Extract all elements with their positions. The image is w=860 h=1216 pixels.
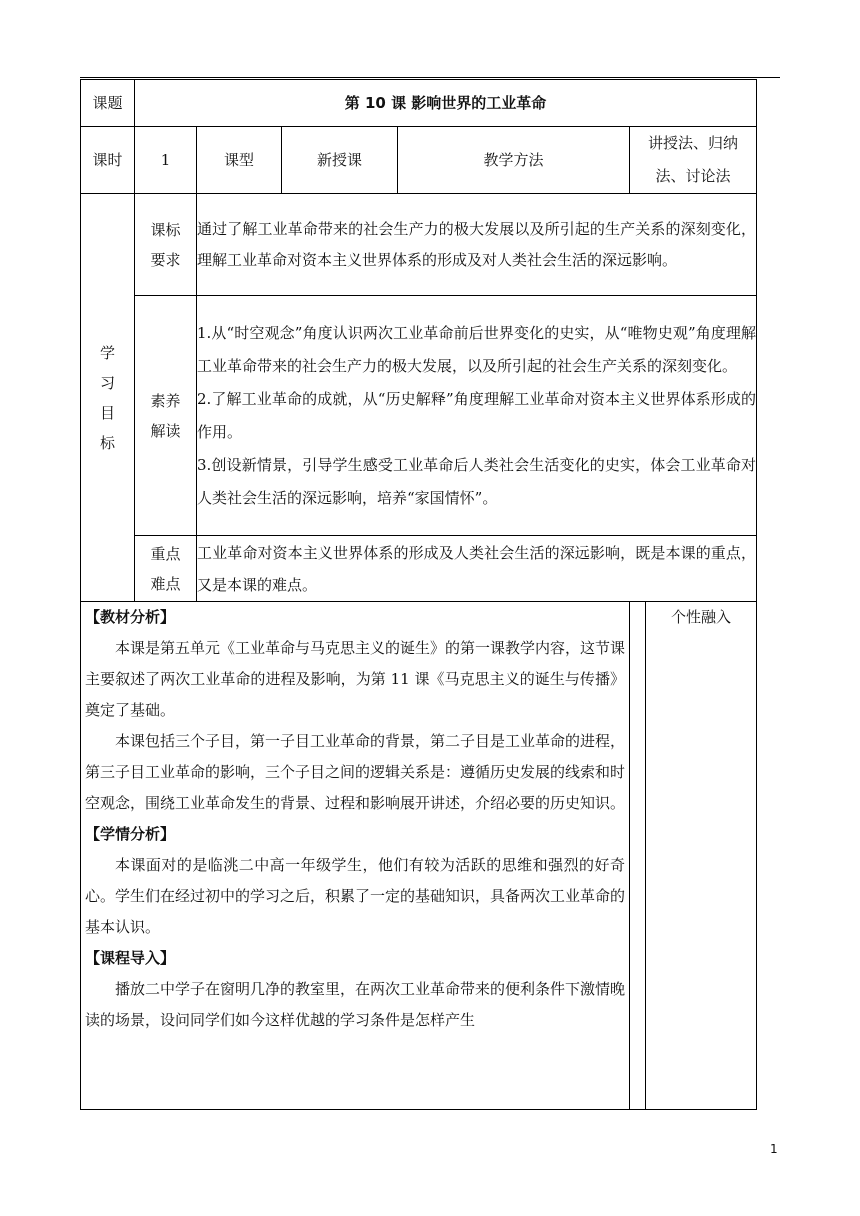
type-value: 新授课	[282, 127, 398, 194]
literacy-label: 素养 解读	[135, 296, 197, 536]
meta-row	[81, 127, 757, 194]
keypoints-row	[81, 536, 757, 602]
content-row	[81, 602, 757, 1110]
objectives-char: 学	[99, 343, 115, 362]
literacy-row	[81, 296, 757, 536]
section-heading: 【学情分析】	[85, 825, 176, 843]
period-value: 1	[135, 127, 197, 194]
standard-text: 通过了解工业革命带来的社会生产力的极大发展以及所引起的生产关系的深刻变化，理解工业革命对资本主义世界体系的形成及对人类社会生活的深远影响。	[197, 194, 757, 296]
type-label: 课型	[197, 127, 282, 194]
section-paragraph: 播放二中学子在窗明几净的教室里，在两次工业革命带来的便利条件下激情晚读的场景，设问同学们如今这样优越的学习条件是怎样产生	[85, 980, 626, 1029]
header-rule	[80, 77, 780, 78]
objectives-char: 标	[99, 433, 115, 452]
literacy-text	[197, 296, 757, 536]
literacy-item: 2.了解工业革命的成就，从“历史解释”角度理解工业革命对资本主义世界体系形成的作用。	[197, 389, 757, 441]
personal-label: 个性融入	[646, 602, 757, 1110]
period-label: 课时	[81, 127, 135, 194]
lesson-title: 第 10 课 影响世界的工业革命	[135, 80, 757, 127]
spacer-column	[630, 602, 646, 1110]
section-paragraph: 本课包括三个子目，第一子目工业革命的背景，第二子目是工业革命的进程，第三子目工业革命的影响，三个子目之间的逻辑关系是：遵循历史发展的线索和时空观念，围绕工业革命发生的背景、过程和影响展开讲述，介绍必要的历史知识。	[85, 732, 626, 812]
section-paragraph: 本课面对的是临洮二中高一年级学生，他们有较为活跃的思维和强烈的好奇心。学生们在经过初中的学习之后，积累了一定的基础知识，具备两次工业革命的基本认识。	[85, 856, 626, 936]
literacy-item: 1.从“时空观念”角度认识两次工业革命前后世界变化的史实，从“唯物史观”角度理解工业革命带来的社会生产力的极大发展，以及所引起的社会生产关系的深刻变化。	[197, 323, 757, 375]
section-paragraph: 本课是第五单元《工业革命与马克思主义的诞生》的第一课教学内容，这节课主要叙述了两次工业革命的进程及影响，为第 11 课《马克思主义的诞生与传播》奠定了基础。	[85, 639, 626, 719]
keypoints-text: 工业革命对资本主义世界体系的形成及人类社会生活的深远影响，既是本课的重点，又是本课的难点。	[197, 536, 757, 602]
topic-label: 课题	[81, 80, 135, 127]
content-body	[81, 602, 630, 1110]
section-heading: 【课程导入】	[85, 949, 176, 967]
section-heading: 【教材分析】	[85, 608, 176, 626]
objectives-char: 习	[99, 373, 115, 392]
lesson-plan-table	[80, 79, 757, 1110]
page-number: 1	[770, 1142, 778, 1156]
objectives-label	[81, 194, 135, 602]
title-row	[81, 80, 757, 127]
standard-label: 课标 要求	[135, 194, 197, 296]
method-value: 讲授法、归纳法、讨论法	[630, 127, 757, 194]
keypoints-label: 重点 难点	[135, 536, 197, 602]
objectives-char: 目	[99, 403, 115, 422]
method-label: 教学方法	[398, 127, 630, 194]
literacy-item: 3.创设新情景，引导学生感受工业革命后人类社会生活变化的史实，体会工业革命对人类社会生活的深远影响，培养“家国情怀”。	[197, 455, 757, 507]
standard-row	[81, 194, 757, 296]
